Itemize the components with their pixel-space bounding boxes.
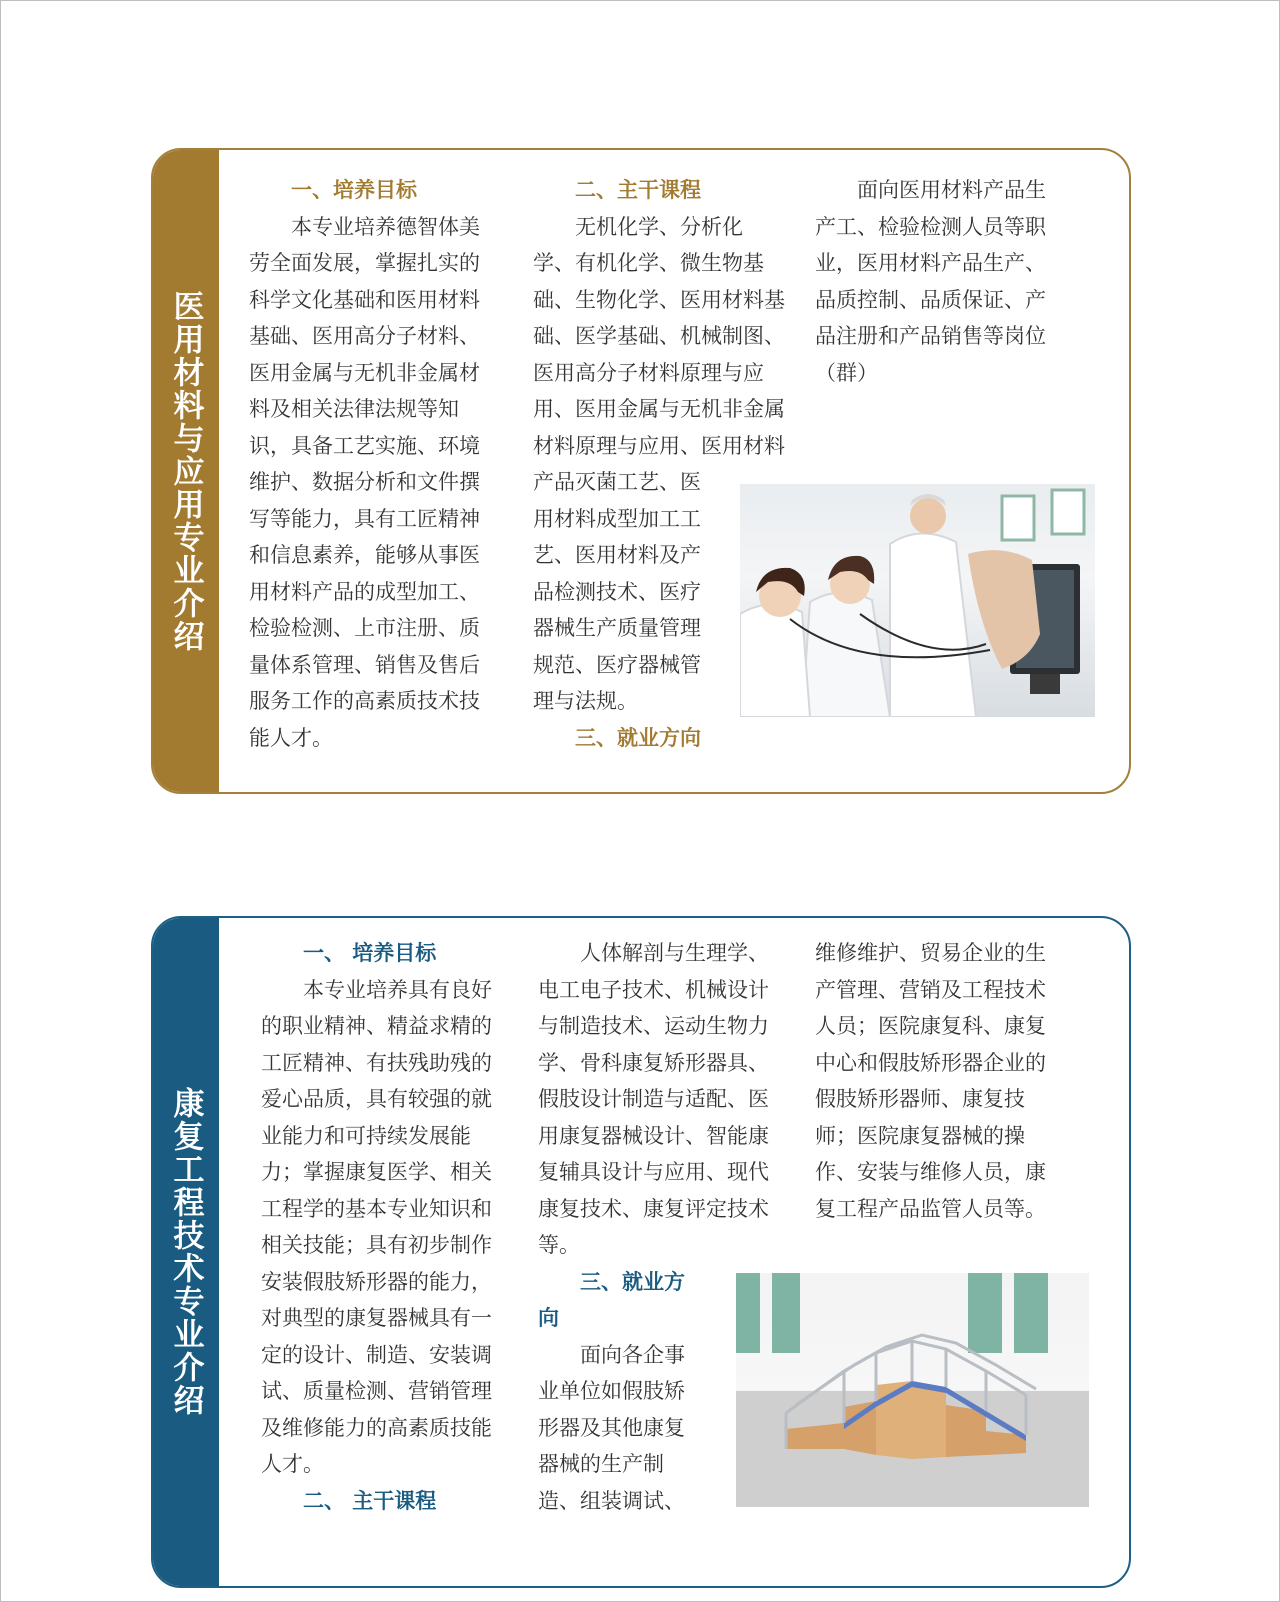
- text-line: 复工程产品监管人员等。: [815, 1196, 1046, 1221]
- section-heading-cont: 向: [538, 1306, 559, 1330]
- major-card-medical-materials: [151, 148, 1131, 794]
- text-line: 试、质量检测、营销管理: [261, 1379, 492, 1403]
- text-line: 器械生产质量管理: [533, 616, 701, 640]
- text-line: 量体系管理、销售及售后: [249, 652, 480, 677]
- text-line: 人才。: [261, 1452, 324, 1476]
- text-line: 业，医用材料产品生产、: [815, 251, 1046, 275]
- lab-photo-illustration: [740, 484, 1095, 717]
- text-line: 定的设计、制造、安装调: [261, 1342, 492, 1367]
- text-line: 相关技能；具有初步制作: [261, 1233, 492, 1257]
- text-line: 中心和假肢矫形器企业的: [815, 1050, 1046, 1075]
- text-line: 形器及其他康复: [538, 1415, 685, 1440]
- text-line: 业单位如假肢矫: [538, 1379, 685, 1403]
- lab-photo: [740, 484, 1095, 717]
- text-line: 人员；医院康复科、康复: [815, 1014, 1046, 1038]
- side-banner: [153, 150, 219, 792]
- text-line: 工程学的基本专业知识和: [261, 1196, 492, 1221]
- text-line: 识，具备工艺实施、环境: [249, 433, 480, 458]
- text-line: 理与法规。: [533, 689, 638, 713]
- section-heading: 一、 培养目标: [261, 941, 437, 965]
- text-line: 料及相关法律法规等知: [249, 397, 459, 421]
- text-line: 品质控制、品质保证、产: [815, 287, 1046, 312]
- side-banner: [153, 918, 219, 1586]
- text-line: 服务工作的高素质技术技: [249, 689, 480, 713]
- section-heading: 二、 主干课程: [261, 1488, 437, 1513]
- major-title: 医用材料与应用专业介绍: [167, 289, 204, 653]
- text-line: 品注册和产品销售等岗位: [815, 324, 1046, 348]
- section-heading: 三、就业方: [538, 1269, 685, 1294]
- text-line: 规范、医疗器械管: [533, 652, 701, 677]
- column-3: [815, 172, 1085, 391]
- text-line: 力；掌握康复医学、相关: [261, 1160, 492, 1184]
- text-line: 维护、数据分析和文件撰: [249, 470, 480, 494]
- section-heading: 三、就业方向: [533, 725, 701, 750]
- text-line: 安装假肢矫形器的能力，: [261, 1269, 492, 1294]
- text-line: 造、组装调试、: [538, 1488, 685, 1513]
- text-line: 和信息素养，能够从事医: [249, 543, 480, 567]
- text-line: 假肢矫形器师、康复技: [815, 1087, 1025, 1111]
- text-line: 无机化学、分析化: [533, 214, 743, 239]
- text-line: 的职业精神、精益求精的: [261, 1014, 492, 1038]
- text-line: 艺、医用材料及产: [533, 543, 701, 567]
- text-line: 用、医用金属与无机非金属: [533, 397, 785, 421]
- text-line: 医用金属与无机非金属材: [249, 360, 480, 385]
- text-line: 电工电子技术、机械设计: [538, 977, 769, 1002]
- major-title: 康复工程技术专业介绍: [167, 1087, 204, 1417]
- text-line: 劳全面发展，掌握扎实的: [249, 251, 480, 275]
- text-line: 器械的生产制: [538, 1452, 664, 1476]
- text-line: 写等能力，具有工匠精神: [249, 506, 480, 531]
- text-line: 学、有机化学、微生物基: [533, 251, 764, 275]
- rehab-stairs-photo: [736, 1273, 1089, 1507]
- column-3: [815, 935, 1085, 1227]
- text-line: 用康复器械设计、智能康: [538, 1123, 769, 1148]
- text-line: 本专业培养德智体美: [249, 214, 480, 239]
- text-line: 维修维护、贸易企业的生: [815, 941, 1046, 965]
- text-line: 面向各企事: [538, 1342, 685, 1367]
- text-line: 工匠精神、有扶残助残的: [261, 1050, 492, 1075]
- text-line: 材料原理与应用、医用材料: [533, 433, 785, 458]
- text-line: 对典型的康复器械具有一: [261, 1306, 492, 1330]
- text-line: 础、生物化学、医用材料基: [533, 287, 785, 312]
- text-line: 用材料产品的成型加工、: [249, 579, 480, 604]
- text-line: 面向医用材料产品生: [815, 178, 1046, 202]
- text-line: 假肢设计制造与适配、医: [538, 1087, 769, 1111]
- text-line: 能人才。: [249, 725, 333, 750]
- section-heading: 一、培养目标: [249, 178, 417, 202]
- text-line: 检验检测、上市注册、质: [249, 616, 480, 640]
- text-line: 础、医学基础、机械制图、: [533, 324, 785, 348]
- text-line: 产管理、营销及工程技术: [815, 977, 1046, 1002]
- column-1: [249, 172, 514, 756]
- text-line: （群）: [815, 360, 878, 385]
- text-line: 作、安装与维修人员，康: [815, 1160, 1046, 1184]
- text-line: 用材料成型加工工: [533, 506, 701, 531]
- section-heading: 二、主干课程: [533, 178, 701, 202]
- text-line: 科学文化基础和医用材料: [249, 287, 480, 312]
- text-line: 复辅具设计与应用、现代: [538, 1160, 769, 1184]
- text-line: 等。: [538, 1233, 580, 1257]
- text-line: 及维修能力的高素质技能: [261, 1415, 492, 1440]
- text-line: 人体解剖与生理学、: [538, 941, 769, 965]
- text-line: 学、骨科康复矫形器具、: [538, 1050, 769, 1075]
- text-line: 本专业培养具有良好: [261, 977, 492, 1002]
- text-line: 产品灭菌工艺、医: [533, 470, 701, 494]
- text-line: 师；医院康复器械的操: [815, 1123, 1025, 1148]
- text-line: 康复技术、康复评定技术: [538, 1196, 769, 1221]
- text-line: 爱心品质，具有较强的就: [261, 1087, 492, 1111]
- text-line: 品检测技术、医疗: [533, 579, 701, 604]
- major-card-rehab-engineering: [151, 916, 1131, 1588]
- text-line: 产工、检验检测人员等职: [815, 214, 1046, 239]
- column-1: [261, 935, 526, 1519]
- text-line: 基础、医用高分子材料、: [249, 324, 480, 348]
- text-line: 业能力和可持续发展能: [261, 1123, 471, 1148]
- text-line: 与制造技术、运动生物力: [538, 1014, 769, 1038]
- text-line: 医用高分子材料原理与应: [533, 360, 764, 385]
- rehab-stairs-illustration: [736, 1273, 1089, 1507]
